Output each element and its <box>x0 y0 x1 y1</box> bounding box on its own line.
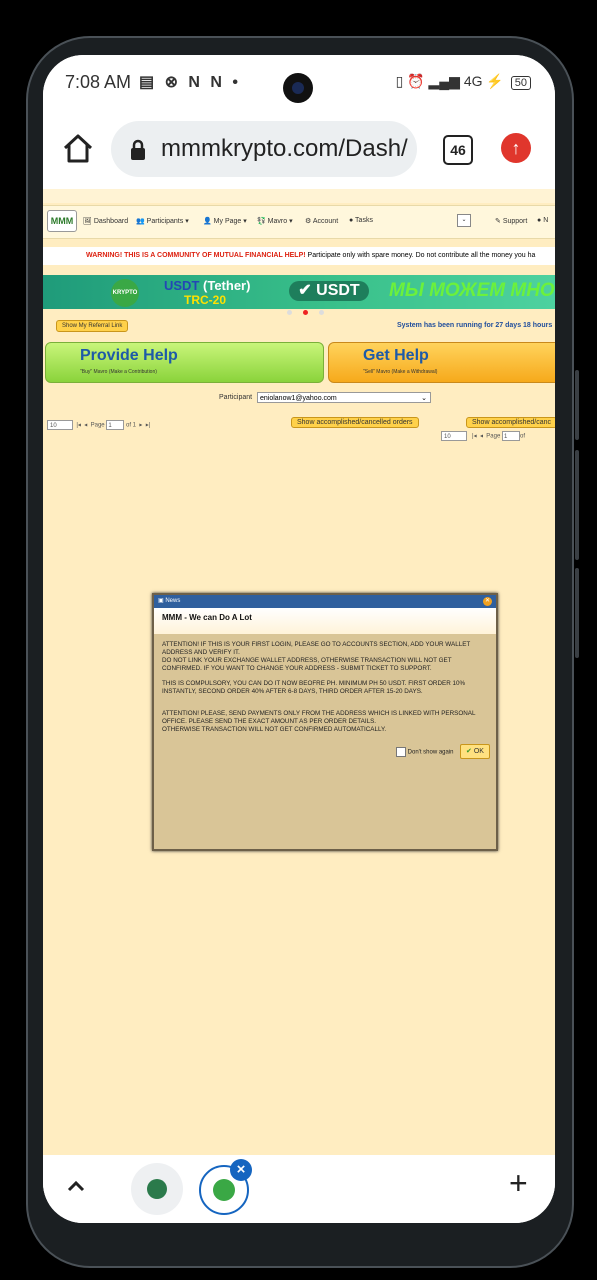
check-icon: ✔ <box>466 748 472 755</box>
warning-strong: WARNING! THIS IS A COMMUNITY OF MUTUAL FINANCIAL HELP! <box>86 252 306 259</box>
notification-icons: ▤ ⊗ N N • <box>139 74 242 91</box>
dialog-body <box>162 641 487 741</box>
first-page-icon[interactable]: |◂ <box>76 422 81 429</box>
pager-left <box>47 420 150 430</box>
volume-button <box>575 370 579 440</box>
chevron-down-icon: ⌄ <box>421 395 427 402</box>
warning-rest: Participate only with spare money. Do not contribute all the money you ha <box>305 252 536 259</box>
page-top-strip <box>43 189 555 203</box>
nav-account[interactable]: ⚙ Account <box>305 218 339 225</box>
page-label: Page <box>486 433 501 440</box>
usdt-promo-banner[interactable] <box>43 275 555 309</box>
pager-right <box>441 431 525 441</box>
nav-news[interactable]: ● N <box>537 217 549 224</box>
banner-usdt-badge: ✔ USDT <box>289 281 369 301</box>
browser-toolbar <box>43 113 555 189</box>
home-icon[interactable] <box>61 131 95 165</box>
site-favicon <box>213 1179 235 1201</box>
address-bar[interactable] <box>111 121 417 177</box>
show-accomplished-button-right[interactable]: Show accomplished/canc <box>466 417 555 428</box>
front-camera <box>283 73 313 103</box>
signal-icon: ▂▄▆ <box>428 73 460 89</box>
chevron-up-icon[interactable] <box>65 1175 87 1197</box>
dont-show-again[interactable] <box>396 747 454 757</box>
carousel-dot-active[interactable] <box>303 310 308 315</box>
get-help-title: Get Help <box>363 347 429 364</box>
show-accomplished-button[interactable]: Show accomplished/cancelled orders <box>291 417 419 428</box>
provide-help-title: Provide Help <box>80 347 178 364</box>
url-text: mmmkrypto.com/Dash/ <box>161 135 408 162</box>
page-of-label: of <box>519 433 525 440</box>
news-dialog <box>152 593 498 851</box>
system-running-text: System has been running for 27 days 18 hours <box>397 322 553 329</box>
dialog-paragraph: THIS IS COMPULSORY, YOU CAN DO IT NOW BEOFRE PH. MINIMUM PH 50 USDT. FIRST ORDER 10% INSTANTLY, SECOND ORDER 40% AFTER 6-8 DAYS, THIRD ORDER AFTER 15-20 DAYS. <box>162 680 466 695</box>
banner-network: TRC-20 <box>184 293 227 307</box>
prev-page-icon[interactable]: ◂ <box>84 422 88 429</box>
get-help-subtitle: "Sell" Mavro (Make a Withdrawal) <box>363 369 438 375</box>
phone-screen <box>43 55 555 1223</box>
nav-tasks[interactable]: ● Tasks <box>349 217 373 224</box>
last-page-icon[interactable]: ▸| <box>145 422 151 429</box>
banner-token-title: USDT (Tether) <box>164 278 251 293</box>
first-page-icon[interactable]: |◂ <box>472 433 477 440</box>
page-of-label: of 1 <box>125 422 136 429</box>
get-help-button[interactable] <box>328 342 555 383</box>
tab-switcher-button[interactable]: 46 <box>443 135 473 165</box>
language-select[interactable]: ⌄ <box>457 214 471 227</box>
next-page-icon[interactable]: ▸ <box>139 422 143 429</box>
status-time: 7:08 AM <box>65 72 132 92</box>
dont-show-label: Don't show again <box>407 749 454 756</box>
per-page-select[interactable]: 10 <box>47 420 73 430</box>
carousel-dots <box>287 302 335 320</box>
dialog-titlebar[interactable] <box>154 595 496 608</box>
side-button <box>575 568 579 658</box>
page-label: Page <box>90 422 105 429</box>
site-navbar <box>43 205 555 239</box>
provide-help-subtitle: "Buy" Mavro (Make a Contribution) <box>80 369 157 375</box>
page-input[interactable]: 1 <box>106 420 124 430</box>
ok-button[interactable]: ✔ OK <box>460 744 490 759</box>
charging-icon: ⚡ <box>486 73 504 89</box>
show-referral-link-button[interactable]: Show My Referral Link <box>56 320 128 332</box>
alarm-icon: ⏰ <box>407 73 425 89</box>
prev-page-icon[interactable]: ◂ <box>479 433 483 440</box>
dialog-heading: MMM - We can Do A Lot <box>162 613 252 622</box>
update-icon[interactable]: ↑ <box>501 133 531 163</box>
site-favicon <box>147 1179 167 1199</box>
participant-select[interactable]: eniolanow1@yahoo.com ⌄ <box>257 392 431 403</box>
provide-help-button[interactable] <box>45 342 324 383</box>
warning-banner <box>43 247 555 265</box>
web-page <box>43 189 555 1155</box>
carousel-dot[interactable] <box>319 310 324 315</box>
vibrate-icon: ▯ <box>395 73 404 89</box>
battery-icon: 50 <box>511 76 531 90</box>
network-type: 4G <box>463 73 483 89</box>
lock-icon <box>129 139 147 161</box>
nav-participants[interactable]: 👥 Participants ▾ <box>136 218 189 225</box>
news-icon: ▣ <box>158 598 164 604</box>
nav-mavro[interactable]: 💱 Mavro ▾ <box>257 218 293 225</box>
mmm-logo[interactable]: MMM <box>47 210 77 232</box>
new-tab-plus-icon[interactable]: + <box>509 1165 528 1201</box>
status-bar <box>43 55 555 113</box>
carousel-dot[interactable] <box>287 310 292 315</box>
banner-motto: МЫ МОЖЕМ МНО <box>389 280 555 301</box>
close-icon[interactable]: ✕ <box>484 598 491 604</box>
close-tab-icon[interactable]: × <box>230 1159 252 1181</box>
tab-thumbnail[interactable] <box>131 1163 183 1215</box>
dont-show-checkbox[interactable] <box>396 747 406 757</box>
nav-my-page[interactable]: 👤 My Page ▾ <box>203 218 247 225</box>
participant-label: Participant <box>219 394 253 401</box>
nav-support[interactable]: ✎ Support <box>495 218 528 225</box>
nav-dashboard[interactable]: 🖼 Dashboard <box>83 218 129 225</box>
system-icons <box>396 73 531 90</box>
browser-bottom-bar <box>43 1155 555 1223</box>
dialog-paragraph: ATTENTION! PLEASE, SEND PAYMENTS ONLY FROM THE ADDRESS WHICH IS LINKED WITH PERSONAL OFFICE. PLEASE SEND THE EXACT AMOUNT AS PER ORDER DETAILS. OTHERWISE TRANSACTION WILL NOT GET CONFIRMED AUTOMATICALLY. <box>162 710 476 733</box>
dialog-title: News <box>165 598 181 604</box>
per-page-select-right[interactable]: 10 <box>441 431 467 441</box>
krypto-coin-logo: KRYPTO <box>111 279 139 307</box>
page-input-right[interactable]: 1 <box>502 431 520 441</box>
power-button <box>575 450 579 560</box>
dialog-paragraph: ATTENTION! IF THIS IS YOUR FIRST LOGIN, PLEASE GO TO ACCOUNTS SECTION, ADD YOUR WALLET ADDRESS AND VERIFY IT. DO NOT LINK YOUR EXCHANGE WALLET ADDRESS, OTHERWISE TRANSACTION WILL NOT GET CONFIRMED. IF YOU WANT TO CHANGE YOUR ADDRESS - SUBMIT TICKET TO SUPPORT. <box>162 641 471 672</box>
